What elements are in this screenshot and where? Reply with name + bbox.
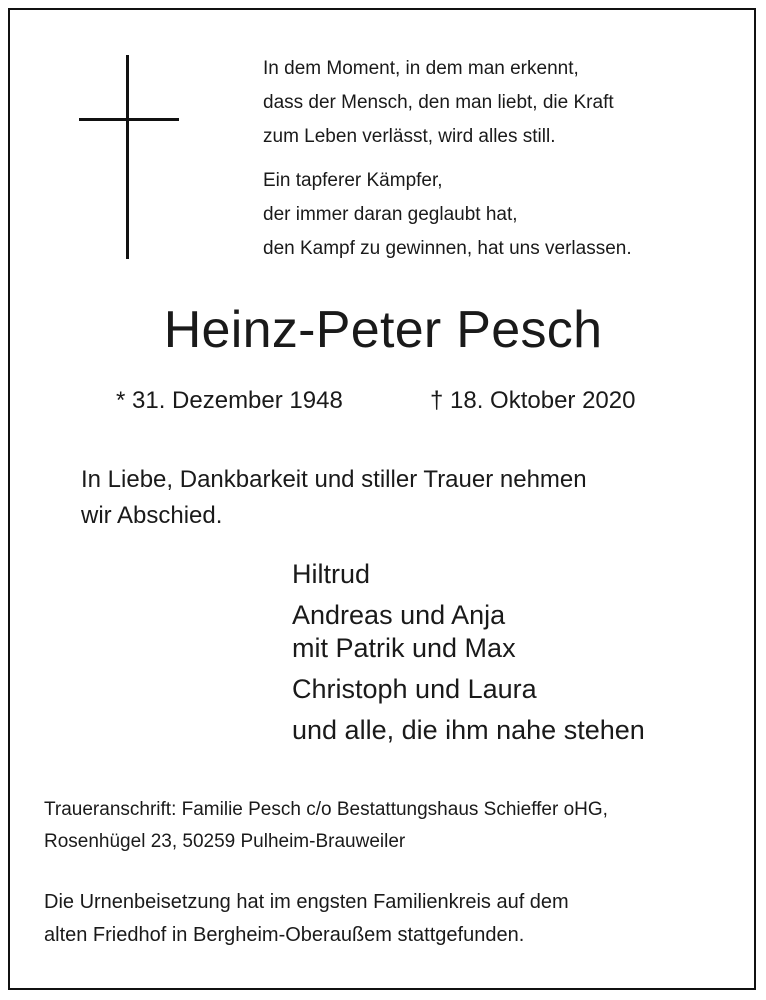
poem-line: In dem Moment, in dem man erkennt, [263, 58, 579, 79]
address-line: Rosenhügel 23, 50259 Pulheim-Brauweiler [44, 831, 406, 852]
address-line: Traueranschrift: Familie Pesch c/o Bestattungshaus Schieffer oHG, [44, 799, 608, 820]
burial-line: alten Friedhof in Bergheim-Oberaußem stattgefunden. [44, 924, 525, 946]
mourners-list [292, 558, 645, 747]
birth-date: * 31. Dezember 1948 [116, 387, 343, 414]
burial-line: Die Urnenbeisetzung hat im engsten Familienkreis auf dem [44, 891, 569, 913]
death-date: † 18. Oktober 2020 [430, 387, 636, 414]
farewell-line: In Liebe, Dankbarkeit und stiller Trauer nehmen [81, 466, 587, 493]
farewell-line: wir Abschied. [81, 502, 223, 529]
mourning-address [44, 794, 608, 858]
cross-horizontal-bar [79, 118, 179, 121]
burial-notice [44, 886, 569, 952]
mourner-name: Andreas und Anja [292, 600, 506, 630]
poem-line: Ein tapferer Kämpfer, [263, 170, 443, 191]
poem-line: den Kampf zu gewinnen, hat uns verlassen. [263, 238, 632, 259]
deceased-name: Heinz-Peter Pesch [163, 301, 603, 359]
mourner-name: mit Patrik und Max [292, 633, 516, 663]
mourner-name: Hiltrud [292, 559, 371, 589]
farewell-text [81, 462, 587, 534]
mourner-name: Christoph und Laura [292, 674, 537, 704]
poem-line: dass der Mensch, den man liebt, die Kraft [263, 92, 614, 113]
poem-line: zum Leben verlässt, wird alles still. [263, 126, 556, 147]
poem-line: der immer daran geglaubt hat, [263, 204, 518, 225]
cross-vertical-bar [126, 55, 129, 259]
mourner-name: und alle, die ihm nahe stehen [292, 715, 645, 745]
poem [263, 52, 632, 266]
